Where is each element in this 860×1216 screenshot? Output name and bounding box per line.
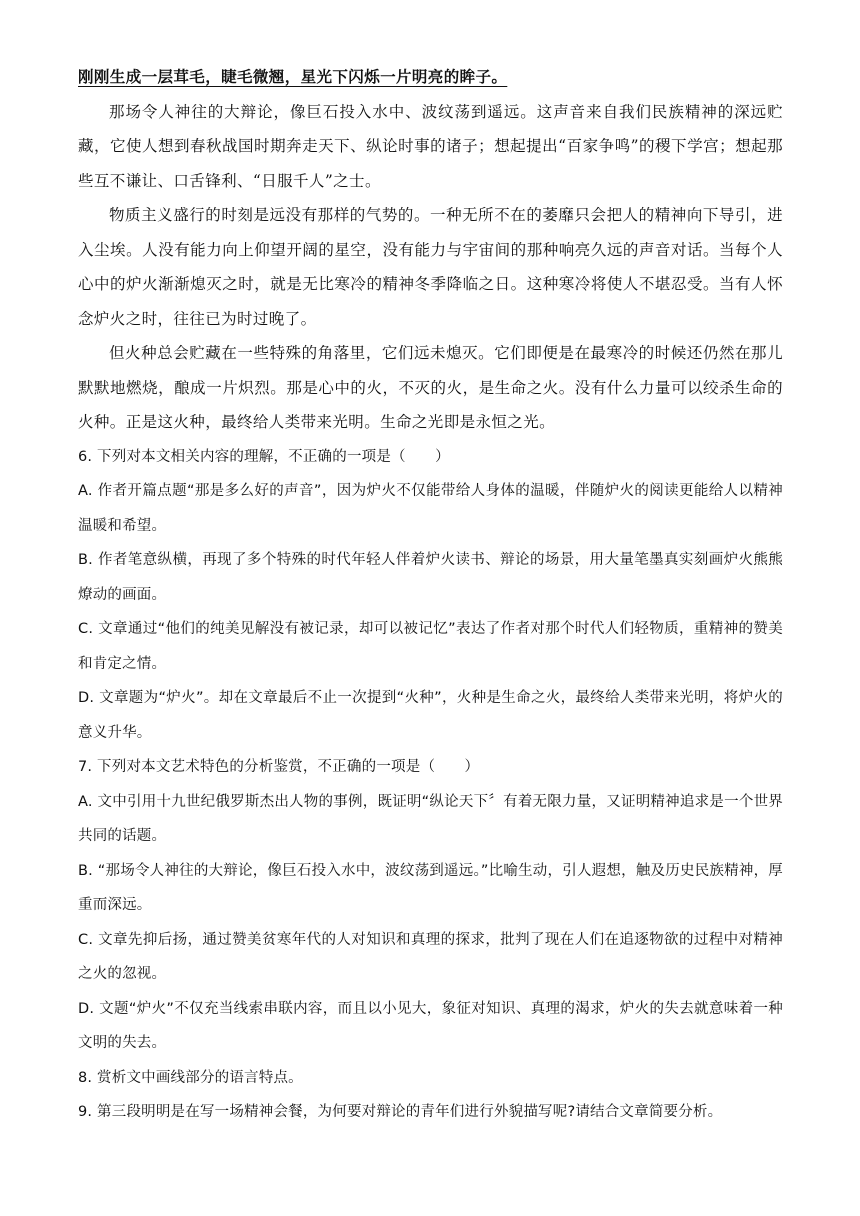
question-7-option-c: C. 文章先抑后扬，通过赞美贫寒年代的人对知识和真理的探求，批判了现在人们在追逐物欲的过程中对精神之火的忽视。 xyxy=(78,931,783,982)
question-7-stem: 7. 下列对本文艺术特色的分析鉴赏，不正确的一项是（ ） xyxy=(78,759,480,775)
question-6-option-b: B. 作者笔意纵横，再现了多个特殊的时代年轻人伴着炉火读书、辩论的场景，用大量笔墨真实刻画炉火熊熊燎动的画面。 xyxy=(78,552,783,603)
passage-paragraph-1: 那场令人神往的大辩论，像巨石投入水中、波纹荡到遥远。这声音来自我们民族精神的深远贮藏，它使人想到春秋战国时期奔走天下、纵论时事的诸子；想起提出“百家争鸣”的稷下学宫；想起那些互不谦让、口舌锋利、“日服千人”之士。 xyxy=(78,102,783,190)
question-6-option-c: C. 文章通过“他们的纯美见解没有被记录，却可以被记忆”表达了作者对那个时代人们轻物质，重精神的赞美和肯定之情。 xyxy=(78,621,783,672)
question-7-option-b: B. “那场令人神往的大辩论，像巨石投入水中，波纹荡到遥远。”比喻生动，引人遐想，触及历史民族精神，厚重而深远。 xyxy=(78,862,783,913)
underlined-passage-line: 刚刚生成一层茸毛，睫毛微翘，星光下闪烁一片明亮的眸子。 xyxy=(78,67,508,86)
passage-paragraph-3: 但火种总会贮藏在一些特殊的角落里，它们远未熄灭。它们即便是在最寒冷的时候还仍然在那儿默默地燃烧，酿成一片炽烈。那是心中的火，不灭的火，是生命之火。没有什么力量可以绞杀生命的火种。正是这火种，最终给人类带来光明。生命之光即是永恒之光。 xyxy=(78,344,783,431)
question-6-stem: 6. 下列对本文相关内容的理解，不正确的一项是（ ） xyxy=(78,448,450,465)
document-page xyxy=(78,60,783,1130)
question-7-option-a: A. 文中引用十九世纪俄罗斯杰出人物的事例，既证明“纵论天下〞有着无限力量，又证明精神追求是一个世界共同的话题。 xyxy=(78,793,783,844)
question-6-option-d: D. 文章题为“炉火”。却在文章最后不止一次提到“火种”，火种是生命之火，最终给人类带来光明，将炉火的意义升华。 xyxy=(78,690,783,741)
question-9-stem: 9. 第三段明明是在写一场精神会餐，为何要对辩论的青年们进行外貌描写呢?请结合文章简要分析。 xyxy=(78,1104,723,1120)
question-6-option-a: A. 作者开篇点题“那是多么好的声音”，因为炉火不仅能带给人身体的温暖，伴随炉火的阅读更能给人以精神温暖和希望。 xyxy=(78,483,783,534)
passage-paragraph-2: 物质主义盛行的时刻是远没有那样的气势的。一种无所不在的萎靡只会把人的精神向下导引，进入尘埃。人没有能力向上仰望开阔的星空，没有能力与宇宙间的那种响亮久远的声音对话。当每个人心中的炉火渐渐熄灭之时，就是无比寒冷的精神冬季降临之日。这种寒冷将使人不堪忍受。当有人怀念炉火之时，往往已为时过晚了。 xyxy=(78,206,783,328)
question-7-option-d: D. 文题“炉火”不仅充当线索串联内容，而且以小见大，象征对知识、真理的渴求，炉火的失去就意味着一种文明的失去。 xyxy=(78,1000,783,1051)
question-8-stem: 8. 赏析文中画线部分的语言特点。 xyxy=(78,1069,303,1086)
